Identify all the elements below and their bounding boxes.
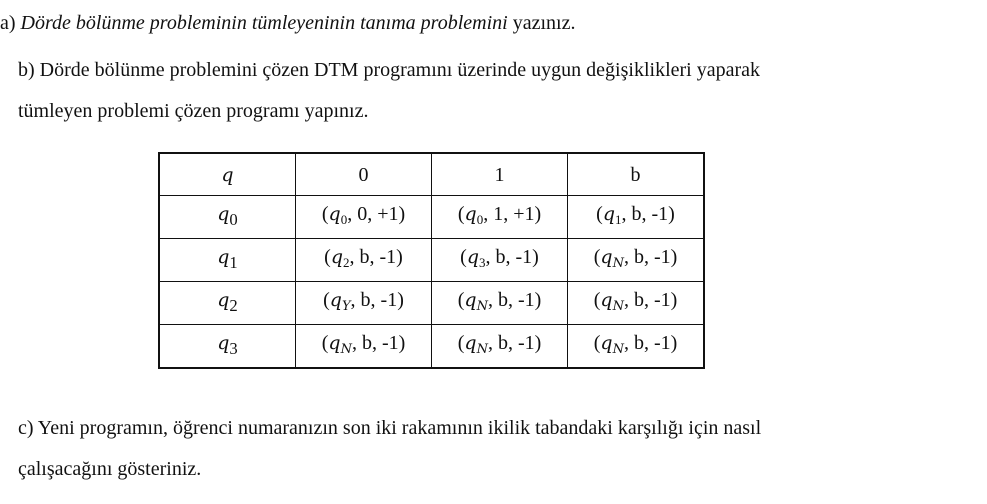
transition-cell: ($q_1$, b, -1) bbox=[568, 196, 705, 239]
table-header-row bbox=[159, 153, 704, 196]
question-a-label: a) bbox=[0, 12, 16, 34]
transition-cell: ($q_3$, b, -1) bbox=[432, 239, 568, 282]
transition-cell: ($q_N$, b, -1) bbox=[432, 282, 568, 325]
transition-cell: ($q_2$, b, -1) bbox=[296, 239, 432, 282]
transition-cell: ($q_N$, b, -1) bbox=[568, 325, 705, 369]
transition-cell: ($q_N$, b, -1) bbox=[568, 282, 705, 325]
table-row bbox=[159, 282, 704, 325]
question-a bbox=[0, 11, 575, 35]
transition-cell: ($q_Y$, b, -1) bbox=[296, 282, 432, 325]
transition-cell: ($q_N$, b, -1) bbox=[568, 239, 705, 282]
question-a-tail: yazınız. bbox=[512, 12, 576, 34]
dtm-transition-table bbox=[158, 152, 705, 369]
header-symbol-0: 0 bbox=[296, 153, 432, 196]
transition-cell: ($q_0$, 0, +1) bbox=[296, 196, 432, 239]
state-cell: $q_3$ bbox=[159, 325, 296, 369]
question-b-line-2: tümleyen problemi çözen programı yapınız. bbox=[18, 100, 369, 122]
header-symbol-1: 1 bbox=[432, 153, 568, 196]
header-state: q bbox=[159, 153, 296, 196]
transition-cell: ($q_N$, b, -1) bbox=[432, 325, 568, 369]
table-row bbox=[159, 239, 704, 282]
state-cell: $q_2$ bbox=[159, 282, 296, 325]
table-row bbox=[159, 196, 704, 239]
header-symbol-b: b bbox=[568, 153, 705, 196]
question-a-italic-text: Dörde bölünme probleminin tümleyeninin tanıma problemini bbox=[20, 12, 508, 34]
question-b-line-1: b) Dörde bölünme problemini çözen DTM programını üzerinde uygun değişiklikleri yaparak bbox=[18, 59, 761, 81]
transition-cell: ($q_N$, b, -1) bbox=[296, 325, 432, 369]
transition-cell: ($q_0$, 1, +1) bbox=[432, 196, 568, 239]
table-row bbox=[159, 325, 704, 369]
state-cell: $q_0$ bbox=[159, 196, 296, 239]
state-cell: $q_1$ bbox=[159, 239, 296, 282]
question-c-line-1: c) Yeni programın, öğrenci numaranızın son iki rakamının ikilik tabandaki karşılığı için nasıl bbox=[18, 417, 762, 439]
question-c-line-2: çalışacağını gösteriniz. bbox=[18, 458, 202, 480]
